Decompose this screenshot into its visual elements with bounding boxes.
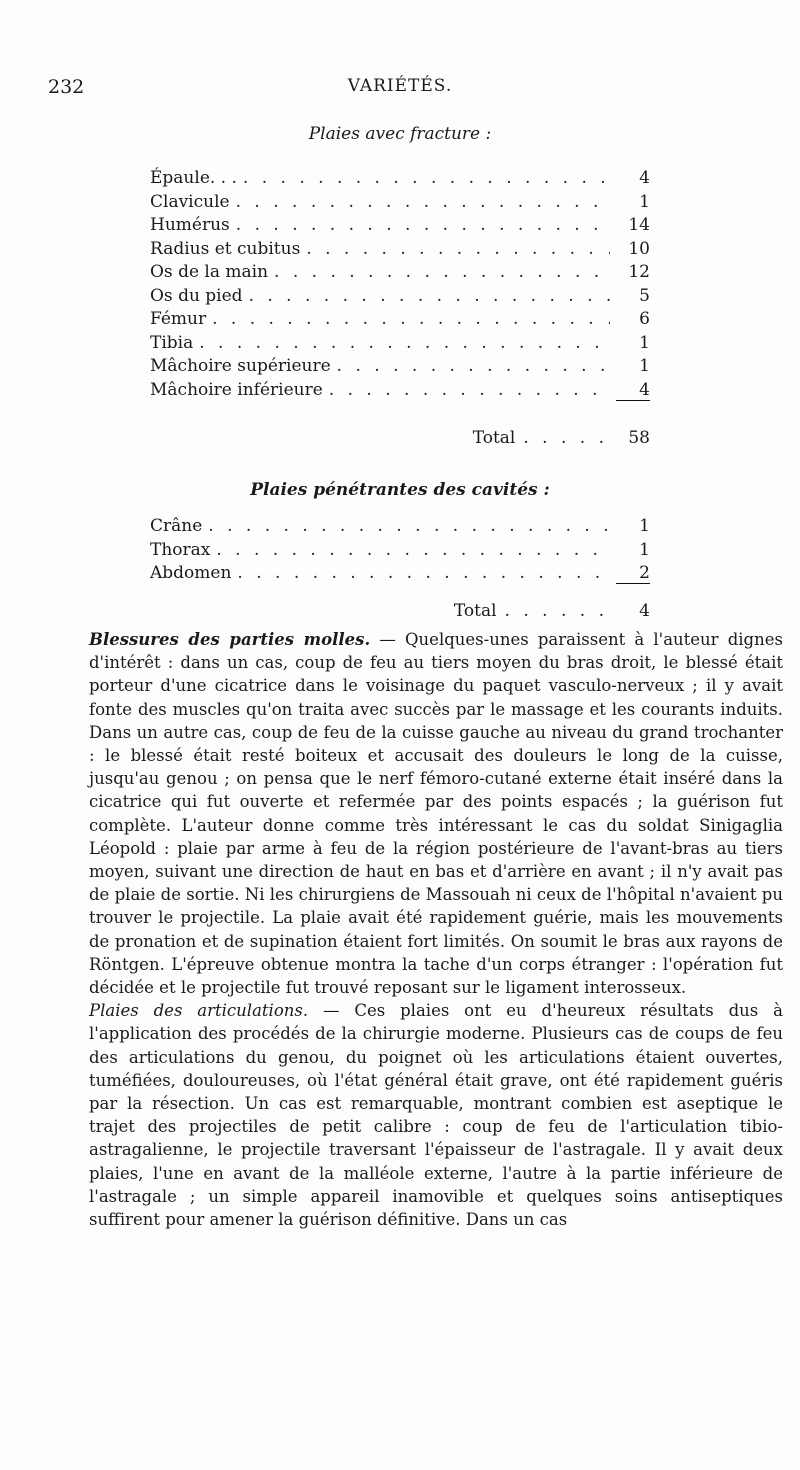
row-value: 14 — [628, 215, 650, 235]
row-label: Crâne — [150, 516, 203, 536]
row-value: 6 — [639, 309, 650, 329]
row-value: 1 — [639, 332, 650, 353]
body-text — [89, 628, 783, 1231]
list-item — [150, 333, 650, 357]
row-value: 4 — [616, 380, 650, 401]
list-item — [150, 380, 650, 404]
row-label: Mâchoire supérieure — [150, 356, 331, 376]
row-value: 1 — [639, 356, 650, 376]
row-value: 10 — [628, 238, 650, 259]
row-label: Épaule. . . — [150, 168, 237, 188]
list-item — [150, 192, 650, 216]
list-item — [150, 262, 650, 286]
list-item — [150, 356, 650, 380]
paragraph-lead: Plaies des articulations. — [89, 1001, 309, 1021]
list-item — [150, 309, 650, 333]
paragraph-lead: Blessures des parties molles. — [89, 630, 371, 649]
total-row-fractures — [150, 428, 650, 448]
row-label: Abdomen — [150, 563, 232, 583]
row-label: Thorax — [150, 539, 211, 560]
row-label: Os de la main — [150, 262, 269, 282]
row-value: 5 — [639, 285, 650, 306]
paragraph-soft-tissue — [89, 628, 783, 999]
row-label: Fémur — [150, 309, 207, 329]
list-item — [150, 516, 650, 540]
total-value: 4 — [639, 601, 650, 621]
row-value: 1 — [639, 539, 650, 560]
running-title: VARIÉTÉS. — [347, 76, 453, 96]
row-value: 1 — [639, 516, 650, 536]
paragraph-text: — Quelques-unes paraissent à l'auteur dignes d'intérêt : dans un cas, coup de feu au tiers moyen du bras droit, le blessé était porteur d'une cicatrice dans le voisinage du paquet vasculo-nerveux ; il y avait fonte des muscles qu'on traita avec succès par le massage et les courants induits. Dans un autre cas, coup de feu de la cuisse gauche au niveau du grand trochanter : le blessé était resté boiteux et accusait des douleurs le long de la cuisse, jusqu'au genou ; on pensa que le nerf fémoro-cutané externe était inséré dans la cicatrice qui fut ouverte et refermée par des points espacés ; la guérison fut complète. L'auteur donne comme très intéressant le cas du soldat Sinigaglia Léopold : plaie par arme à feu de la région postérieure de l'avant-bras au tiers moyen, suivant une direction de haut en bas et d'arrière en avant ; il n'y avait pas de plaie de sortie. Ni les chirurgiens de Massouah ni ceux de l'hôpital n'avaient pu trouver le projectile. La plaie avait été rapidement guérie, mais les mouvements de pronation et de supination étaient fort limités. On soumit le bras aux rayons de Röntgen. L'épreuve obtenue montra la tache d'un corps étranger : l'opération fut décidée et le projectile fut trouvé reposant sur le ligament interosseux. — [89, 630, 783, 998]
page-header — [48, 76, 752, 102]
row-label: Tibia — [150, 332, 194, 353]
paragraph-text: — Ces plaies ont eu d'heureux résultats dus à l'application des procédés de la chirurgie moderne. Plusieurs cas de coups de feu des articulations du genou, du poignet où les articulations étaient ouvertes, tuméfiées, douloureuses, où l'état général était grave, ont été rapidement guéris par la résection. Un cas est remarquable, montrant combien est aseptique le trajet des projectiles de petit calibre : coup de feu de l'articulation tibio-astragalienne, le projectile traversant l'épaisseur de l'astragale. Il y avait deux plaies, l'une en avant de la malléole externe, l'autre à la partie inférieure de l'astragale ; un simple appareil inamovible et quelques soins antiseptiques suffirent pour amener la guérison définitive. Dans un cas — [89, 1001, 783, 1230]
total-label: Total — [453, 601, 497, 621]
row-label: Mâchoire inférieure — [150, 379, 323, 400]
list-item — [150, 215, 650, 239]
total-leader: . . . . . — [523, 428, 608, 448]
row-value: 4 — [639, 168, 650, 188]
total-label: Total — [472, 428, 516, 448]
list-item — [150, 563, 650, 587]
row-value: 1 — [639, 191, 650, 212]
row-label: Os du pied — [150, 285, 243, 306]
row-label: Radius et cubitus — [150, 238, 301, 259]
page-number: 232 — [48, 76, 85, 98]
total-row-cavities — [150, 601, 650, 621]
paragraph-joints — [89, 999, 783, 1231]
list-item — [150, 540, 650, 564]
total-leader: . . . . . . — [504, 601, 608, 621]
fracture-list — [150, 168, 650, 403]
section-title-cavities: Plaies pénétrantes des cavités : — [250, 480, 550, 500]
total-value: 58 — [628, 428, 650, 448]
row-value: 2 — [616, 563, 650, 584]
row-value: 12 — [628, 262, 650, 282]
list-item — [150, 286, 650, 310]
section-title-fractures: Plaies avec fracture : — [308, 124, 492, 144]
row-label: Clavicule — [150, 191, 230, 212]
list-item — [150, 239, 650, 263]
row-label: Humérus — [150, 215, 230, 235]
cavity-list — [150, 516, 650, 587]
list-item — [150, 168, 650, 192]
